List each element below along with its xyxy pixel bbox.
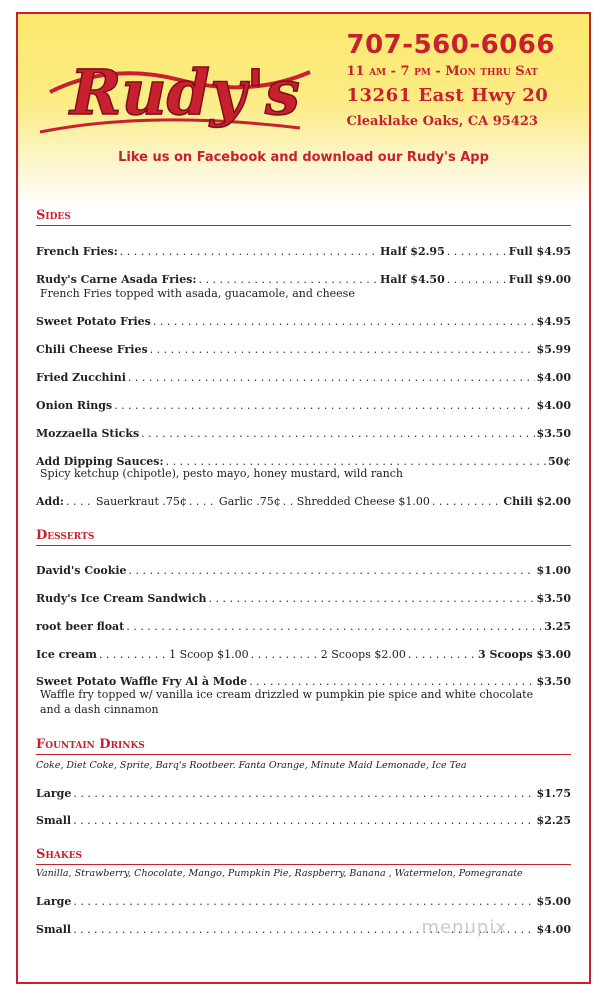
ice-cream-1-scoop: 1 Scoop $1.00 (169, 648, 249, 661)
item-price: $3.50 (536, 592, 571, 605)
shake-flavors: Vanilla, Strawberry, Chocolate, Mango, Pumpkin Pie, Raspberry, Banana , Watermelon, Pomegranate (36, 868, 523, 879)
menu-item-sweet-potato-fries (36, 315, 571, 328)
menu-item-davids-cookie (36, 564, 571, 577)
addon-garlic: Garlic .75¢ (218, 495, 281, 508)
logo-text: Rudy's (70, 56, 300, 129)
item-price-full: Full $4.95 (508, 245, 571, 258)
item-label: Large (36, 787, 72, 800)
menu-item-fountain-large (36, 787, 571, 800)
item-description: Waffle fry topped w/ vanilla ice cream drizzled w pumpkin pie spice and white chocolate (40, 688, 534, 701)
item-label: Add Dipping Sauces: (36, 455, 164, 468)
item-price: 3.25 (544, 620, 571, 633)
item-description-continued: and a dash cinnamon (40, 703, 159, 716)
hours: 11 am - 7 pm - Mon thru Sat (346, 64, 538, 79)
menu-item-ice-cream (36, 648, 571, 661)
item-label: Rudy's Carne Asada Fries: (36, 273, 197, 286)
menu-item-waffle-fry-a-la-mode (36, 675, 571, 688)
item-label: Fried Zucchini (36, 371, 126, 384)
address-line1: 13261 East Hwy 20 (346, 85, 549, 106)
item-label: Rudy's Ice Cream Sandwich (36, 592, 207, 605)
item-label: French Fries: (36, 245, 118, 258)
fountain-flavors: Coke, Diet Coke, Sprite, Barq's Rootbeer. Fanta Orange, Minute Maid Lemonade, Ice Tea (36, 760, 467, 771)
item-price: $5.99 (536, 343, 571, 356)
item-label: Large (36, 895, 72, 908)
menu-item-french-fries (36, 245, 571, 258)
menu-item-chili-cheese-fries (36, 343, 571, 356)
item-label: Sweet Potato Waffle Fry Al à Mode (36, 675, 248, 688)
item-label: Small (36, 923, 72, 936)
addon-chili: Chili $2.00 (503, 495, 571, 508)
watermark: menupix (421, 917, 507, 938)
menu-item-carne-asada (36, 273, 571, 286)
menu-item-fried-zucchini (36, 371, 571, 384)
menu-item-fountain-small (36, 814, 571, 827)
item-price-full: Full $9.00 (508, 273, 571, 286)
item-price: $4.00 (536, 923, 571, 936)
item-label: Sweet Potato Fries (36, 315, 151, 328)
menu-item-root-beer-float (36, 620, 571, 633)
item-price: $2.25 (536, 814, 571, 827)
ice-cream-2-scoops: 2 Scoops $2.00 (320, 648, 406, 661)
ice-cream-3-scoops: 3 Scoops $3.00 (478, 648, 572, 661)
phone-number[interactable]: 707-560-6066 (346, 30, 555, 60)
item-label: Ice cream (36, 648, 97, 661)
item-price: $4.00 (536, 371, 571, 384)
menu-item-mozzarella-sticks (36, 427, 571, 440)
item-price: 50¢ (548, 455, 571, 468)
section-title-fountain-drinks: Fountain Drinks (36, 737, 571, 755)
promo-text: Like us on Facebook and download our Rudy's App (118, 150, 489, 165)
item-price-half: Half $4.50 (380, 273, 445, 286)
item-label: Add: (36, 495, 64, 508)
menu-item-onion-rings (36, 399, 571, 412)
item-price-half: Half $2.95 (380, 245, 445, 258)
menu-item-add-ons (36, 495, 571, 508)
item-label: Chili Cheese Fries (36, 343, 148, 356)
item-label: root beer float (36, 620, 125, 633)
address-line2: Cleaklake Oaks, CA 95423 (346, 114, 538, 129)
item-price: $4.00 (536, 399, 571, 412)
item-label: David's Cookie (36, 564, 127, 577)
item-description: Spicy ketchup (chipotle), pesto mayo, honey mustard, wild ranch (40, 467, 404, 480)
rudys-logo (30, 32, 320, 152)
menu-item-ice-cream-sandwich (36, 592, 571, 605)
addon-shredded-cheese: Shredded Cheese $1.00 (296, 495, 430, 508)
item-label: Onion Rings (36, 399, 113, 412)
item-price: $1.00 (536, 564, 571, 577)
item-price: $3.50 (536, 675, 571, 688)
contact-block (347, 30, 556, 129)
item-description: French Fries topped with asada, guacamole, and cheese (40, 287, 355, 300)
section-title-desserts: Desserts (36, 528, 571, 546)
item-price: $1.75 (536, 787, 571, 800)
item-label: Mozzaella Sticks (36, 427, 140, 440)
section-title-sides: Sides (36, 208, 571, 226)
section-title-shakes: Shakes (36, 847, 571, 865)
item-label: Small (36, 814, 72, 827)
item-price: $4.95 (536, 315, 571, 328)
addon-sauerkraut: Sauerkraut .75¢ (95, 495, 187, 508)
item-price: $3.50 (536, 427, 571, 440)
menu-item-shake-large (36, 895, 571, 908)
item-price: $5.00 (536, 895, 571, 908)
